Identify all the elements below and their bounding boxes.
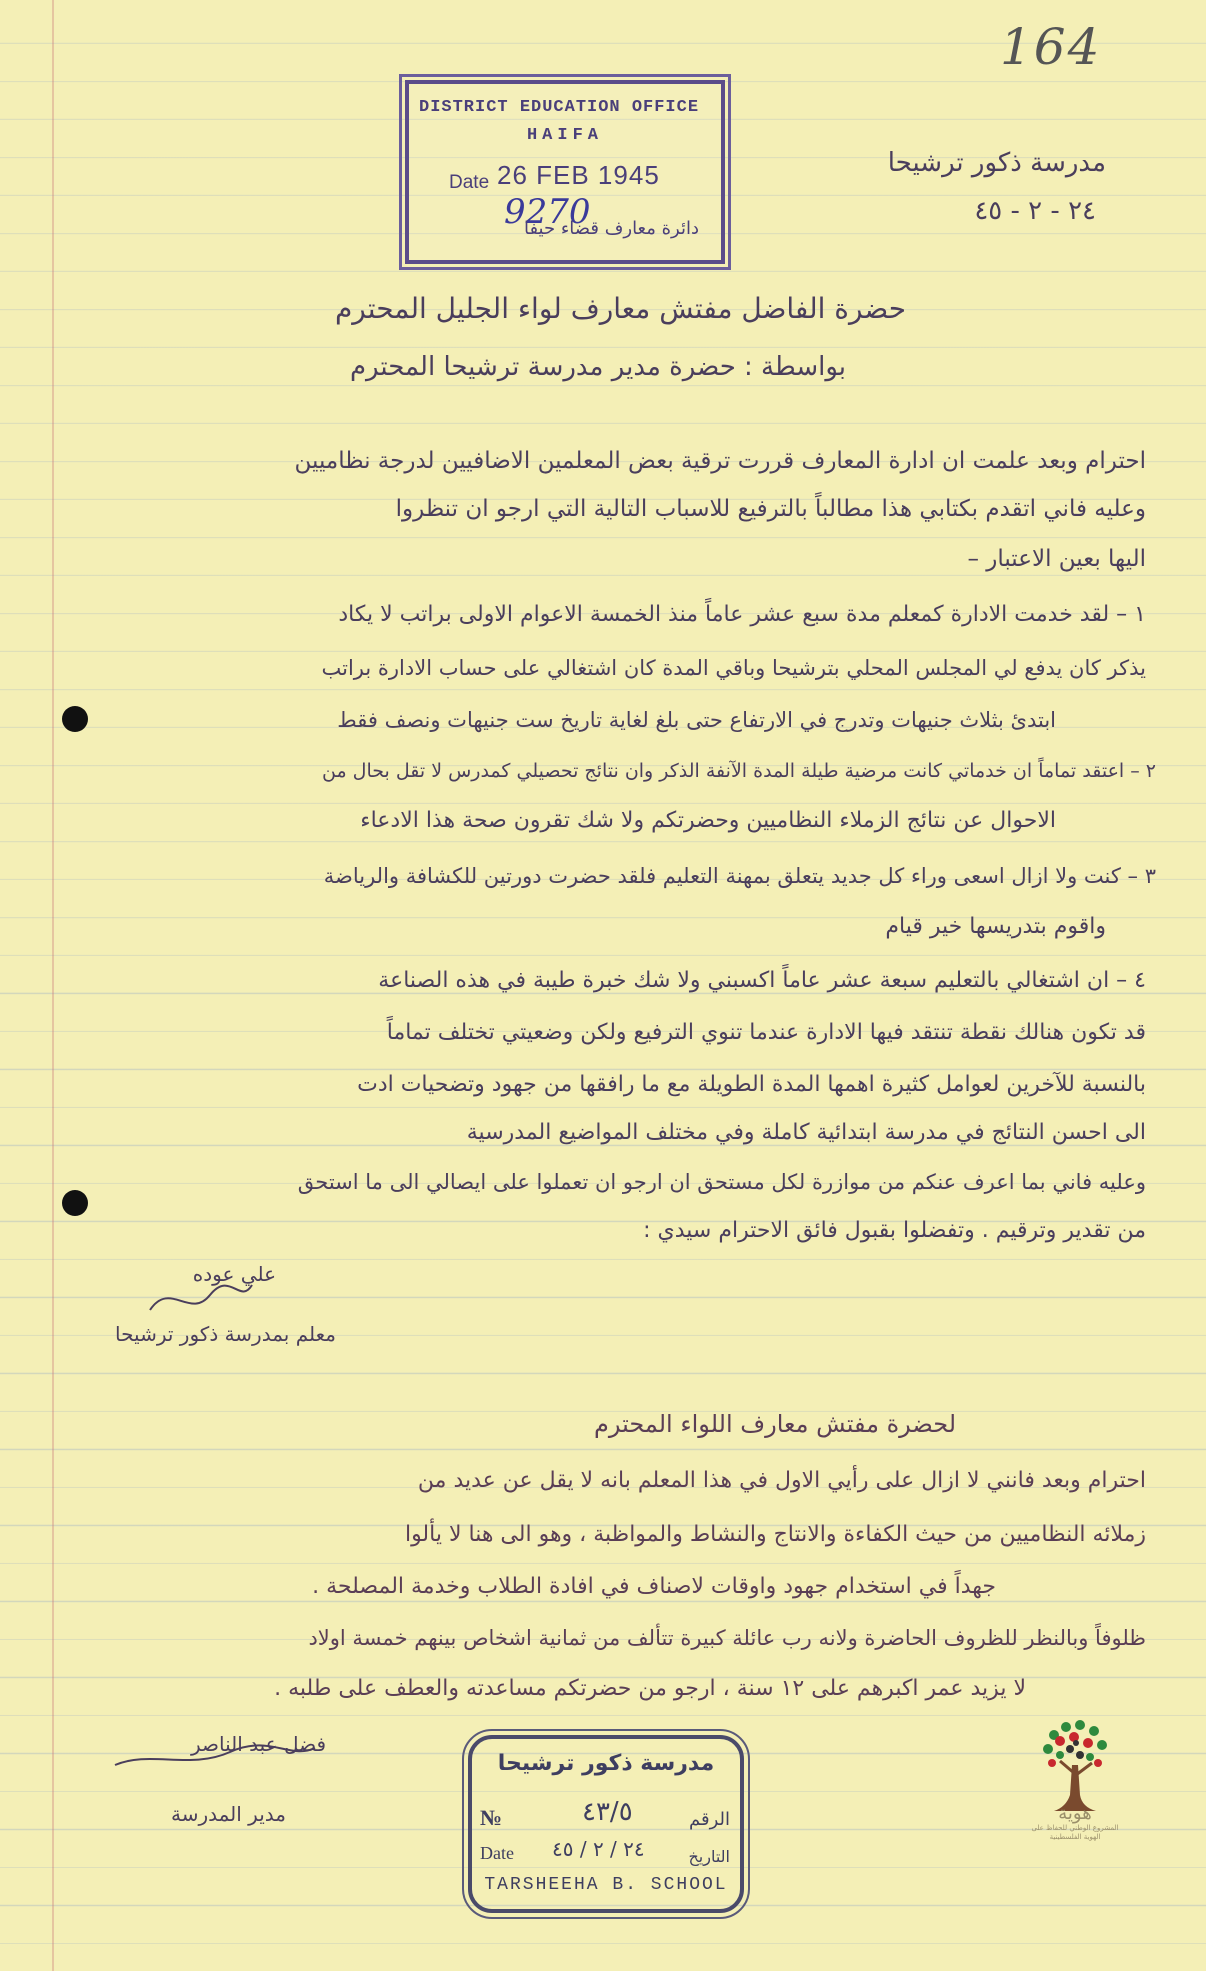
letter-line: ٤ – ان اشتغالي بالتعليم سبعة عشر عاماً اكسبني ولا شك خبرة طيبة في هذه الصناعة [378,968,1146,993]
district-education-stamp [405,80,725,264]
letter-line: ابتدئ بثلاث جنيهات وتدرج في الارتفاع حتى بلغ لغاية تاريخ ست جنيهات ونصف فقط [337,708,1056,732]
margin-line [52,0,54,1971]
punch-hole [62,706,88,732]
signature-scribble [140,1270,260,1330]
letter-line: ١ – لقد خدمت الادارة كمعلم مدة سبع عشر عاماً منذ الخمسة الاعوام الاولى براتب لا يكاد [338,602,1146,627]
stamp-arabic-line: دائرة معارف قضاء حيفا [523,218,699,239]
letter-line: قد تكون هنالك نقطة تنتقد فيها الادارة عندما تنوي الترفيع ولكن وضعيتي تختلف تماماً [386,1020,1146,1045]
letter-line: واقوم بتدريسها خير قيام [885,914,1106,939]
logo-subtitle: المشروع الوطني للحفاظ على الهوية الفلسطينية [1031,1824,1119,1841]
punch-hole [62,1190,88,1216]
letter-line: من تقدير وترقيم . وتفضلوا بقبول فائق الاحترام سيدي : [643,1218,1146,1243]
principal-line: لا يزيد عمر اكبرهم على ١٢ سنة ، ارجو من حضرتكم مساعدته والعطف على طلبه . [274,1676,1026,1701]
school-stamp-date-label-ar: التاريخ [688,1847,730,1866]
teacher-role: معلم بمدرسة ذكور ترشيحا [115,1322,336,1346]
school-stamp-school-name: TARSHEEHA B. SCHOOL [484,1875,728,1895]
school-stamp-date-label: Date [480,1843,514,1863]
letter-line: اليها بعين الاعتبار – [967,546,1146,572]
principal-signature: فضل عبد الناصر [190,1732,326,1756]
principal-line: جهداً في استخدام جهود واوقات لاصناف في افادة الطلاب وخدمة المصلحة . [312,1574,996,1599]
stamp-date-label: Date [449,172,490,193]
school-stamp-title: مدرسة ذكور ترشيحا [497,1751,715,1776]
school-stamp-number-value: ٤٣/٥ [582,1797,633,1827]
principal-line: ظلوفاً وبالنظر للظروف الحاضرة ولانه رب عائلة كبيرة تتألف من ثمانية اشخاص بينهم خمسة اولاد [308,1626,1146,1650]
folio-number: 164 [1000,18,1102,76]
stamp-number: 9270 [504,192,591,232]
letter-line: يذكر كان يدفع لي المجلس المحلي بترشيحا وباقي المدة كان اشتغالي على حساب الادارة براتب [321,656,1146,680]
teacher-signature: علي عوده [192,1262,276,1286]
principal-addressee: لحضرة مفتش معارف اللواء المحترم [594,1410,956,1438]
school-stamp [468,1735,744,1913]
school-stamp-number-label: № [480,1805,503,1830]
stamp-office-line: DISTRICT EDUCATION OFFICE [419,98,700,117]
letter-line: الاحوال عن نتائج الزملاء النظاميين وحضرتكم ولا شك تقرون صحة هذا الادعاء [360,808,1056,833]
letter-line: ٢ – اعتقد تماماً ان خدماتي كانت مرضية طيلة المدة الآنفة الذكر وان نتائج تحصيلي كمدرس لا تقل بحال من [322,760,1156,782]
school-stamp-date-value: ٢٤ / ٢ / ٤٥ [552,1837,645,1861]
letter-addressee: حضرة الفاضل مفتش معارف لواء الجليل المحترم [334,292,906,325]
logo-title: هوية [1058,1803,1092,1824]
letter-date: ٢٤ - ٢ - ٤٥ [974,196,1096,226]
letter-place: مدرسة ذكور ترشيحا [887,148,1106,178]
letter-line: احترام وبعد علمت ان ادارة المعارف قررت ترقية بعض المعلمين الاضافيين لدرجة نظاميين [294,448,1146,474]
letter-line: وعليه فاني بما اعرف عنكم من موازرة لكل مستحق ان ارجو ان تعملوا على ايصالي الى ما استحق [297,1170,1146,1194]
principal-role: مدير المدرسة [170,1802,286,1826]
school-stamp-number-label-ar: الرقم [688,1809,730,1830]
stamp-date-value: 26 FEB 1945 [497,160,660,190]
letter-via: بواسطة : حضرة مدير مدرسة ترشيحا المحترم [349,352,846,382]
letter-line: الى احسن النتائج في مدرسة ابتدائية كاملة وفي مختلف المواضيع المدرسية [466,1120,1146,1145]
stamp-city-line: HAIFA [526,126,603,145]
letter-line: ٣ – كنت ولا ازال اسعى وراء كل جديد يتعلق بمهنة التعليم فلقد حضرت دورتين للكشافة والرياضة [323,864,1156,888]
principal-line: احترام وبعد فانني لا ازال على رأيي الاول في هذا المعلم بانه لا يقل عن عديد من [417,1468,1146,1493]
logo-caption [1028,1803,1122,1842]
principal-line: زملائه النظاميين من حيث الكفاءة والانتاج والنشاط والمواظبة ، وهو الى هنا لا يألوا [404,1522,1146,1547]
letter-line: وعليه فاني اتقدم بكتابي هذا مطالباً بالترفيع للاسباب التالية التي ارجو ان تنظروا [395,496,1146,522]
letter-line: بالنسبة للآخرين لعوامل كثيرة اهمها المدة الطويلة مع ما رافقها من جهود وتضحيات ادت [357,1072,1146,1097]
